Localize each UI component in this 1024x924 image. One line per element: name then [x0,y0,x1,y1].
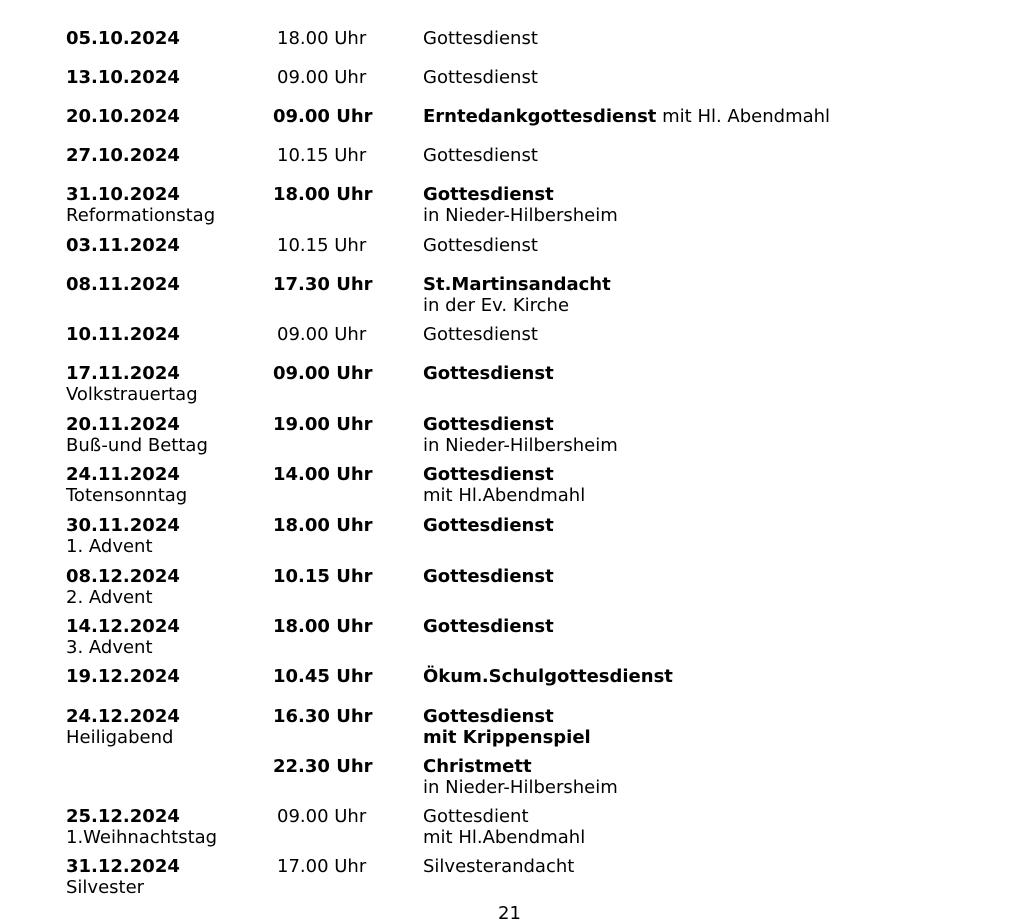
date-cell [66,807,266,848]
event-suffix: mit Hl. Abendmahl [656,106,831,127]
schedule-row [0,107,1024,147]
schedule-row [0,236,1024,276]
event-title: Gottesdienst [423,324,538,345]
date: 20.11.2024 [66,414,180,435]
time: 10.15 Uhr [277,235,367,256]
date: 17.11.2024 [66,363,180,384]
time: 17.00 Uhr [277,856,367,877]
event-note: mit Krippenspiel [423,726,591,748]
date: 13.10.2024 [66,67,180,88]
schedule-row [0,146,1024,186]
time: 09.00 Uhr [273,106,373,127]
event-title: Gottesdienst [423,67,538,88]
date: 25.12.2024 [66,806,180,827]
time: 14.00 Uhr [273,464,373,485]
schedule-row [0,567,1024,607]
date-note: Heiligabend [66,726,174,748]
event-note: in Nieder-Hilbersheim [423,434,618,456]
date-cell [66,465,266,506]
date-note: Buß-und Bettag [66,434,208,456]
date: 08.11.2024 [66,274,180,295]
date-note: 1. Advent [66,535,153,557]
time: 17.30 Uhr [273,274,373,295]
schedule-row [0,757,1024,797]
date-note: Reformationstag [66,204,216,226]
date-note: Silvester [66,876,145,898]
schedule-row [0,516,1024,556]
date-note: Volkstrauertag [66,383,198,405]
schedule-row [0,275,1024,315]
schedule-row [0,415,1024,455]
time: 09.00 Uhr [273,363,373,384]
schedule-row [0,707,1024,747]
date: 19.12.2024 [66,666,180,687]
page-number: 21 [498,903,521,924]
event-title: Erntedankgottesdienst [423,106,657,127]
event-cell [423,465,1013,506]
time: 10.45 Uhr [273,666,373,687]
time: 18.00 Uhr [273,515,373,536]
date: 24.11.2024 [66,464,180,485]
date: 10.11.2024 [66,324,180,345]
time: 16.30 Uhr [273,706,373,727]
schedule-row [0,857,1024,897]
time: 19.00 Uhr [273,414,373,435]
event-title: Gottesdient [423,806,529,827]
event-title: Gottesdienst [423,616,554,637]
time: 18.00 Uhr [273,616,373,637]
date: 31.12.2024 [66,856,180,877]
schedule-row [0,185,1024,225]
time: 22.30 Uhr [273,756,373,777]
event-note: in Nieder-Hilbersheim [423,204,618,226]
date: 24.12.2024 [66,706,180,727]
event-title: Gottesdienst [423,28,538,49]
date-cell [66,567,266,608]
schedule-row [0,667,1024,707]
schedule-row [0,617,1024,657]
event-cell [423,185,1013,226]
event-title: Gottesdienst [423,706,554,727]
event-title: Gottesdienst [423,363,554,384]
date-cell [66,707,266,748]
date-cell [66,364,266,405]
schedule-row [0,364,1024,404]
event-cell [423,107,1013,128]
event-title: Gottesdienst [423,566,554,587]
date-cell [66,516,266,557]
date: 20.10.2024 [66,106,180,127]
date: 03.11.2024 [66,235,180,256]
date-note: Totensonntag [66,484,188,506]
event-title: Silvesterandacht [423,856,575,877]
event-title: Gottesdienst [423,184,554,205]
date-note: 3. Advent [66,636,153,658]
date: 08.12.2024 [66,566,180,587]
schedule-row [0,807,1024,847]
event-cell [423,807,1013,848]
date-cell [66,857,266,898]
time: 10.15 Uhr [273,566,373,587]
date: 05.10.2024 [66,28,180,49]
date-cell [66,617,266,658]
time: 09.00 Uhr [277,67,367,88]
schedule-row [0,68,1024,108]
date: 30.11.2024 [66,515,180,536]
event-title: Christmett [423,756,532,777]
event-title: Gottesdienst [423,414,554,435]
event-title: Ökum.Schulgottesdienst [423,666,673,687]
date-cell [66,415,266,456]
event-cell [423,275,1013,316]
event-note: in der Ev. Kirche [423,294,570,316]
time: 18.00 Uhr [273,184,373,205]
date-note: 1.Weihnachtstag [66,826,218,848]
time: 09.00 Uhr [277,324,367,345]
date-note: 2. Advent [66,586,153,608]
date: 31.10.2024 [66,184,180,205]
date: 27.10.2024 [66,145,180,166]
event-title: St.Martinsandacht [423,274,611,295]
time: 09.00 Uhr [277,806,367,827]
event-cell [423,415,1013,456]
event-title: Gottesdienst [423,515,554,536]
time: 18.00 Uhr [277,28,367,49]
event-note: mit Hl.Abendmahl [423,826,586,848]
date-cell [66,185,266,226]
date: 14.12.2024 [66,616,180,637]
event-note: mit Hl.Abendmahl [423,484,586,506]
event-cell [423,757,1013,798]
event-title: Gottesdienst [423,235,538,256]
event-title: Gottesdienst [423,464,554,485]
schedule-row [0,325,1024,365]
event-cell [423,707,1013,748]
schedule-row [0,465,1024,505]
event-note: in Nieder-Hilbersheim [423,776,618,798]
event-title: Gottesdienst [423,145,538,166]
time: 10.15 Uhr [277,145,367,166]
schedule-row [0,29,1024,69]
